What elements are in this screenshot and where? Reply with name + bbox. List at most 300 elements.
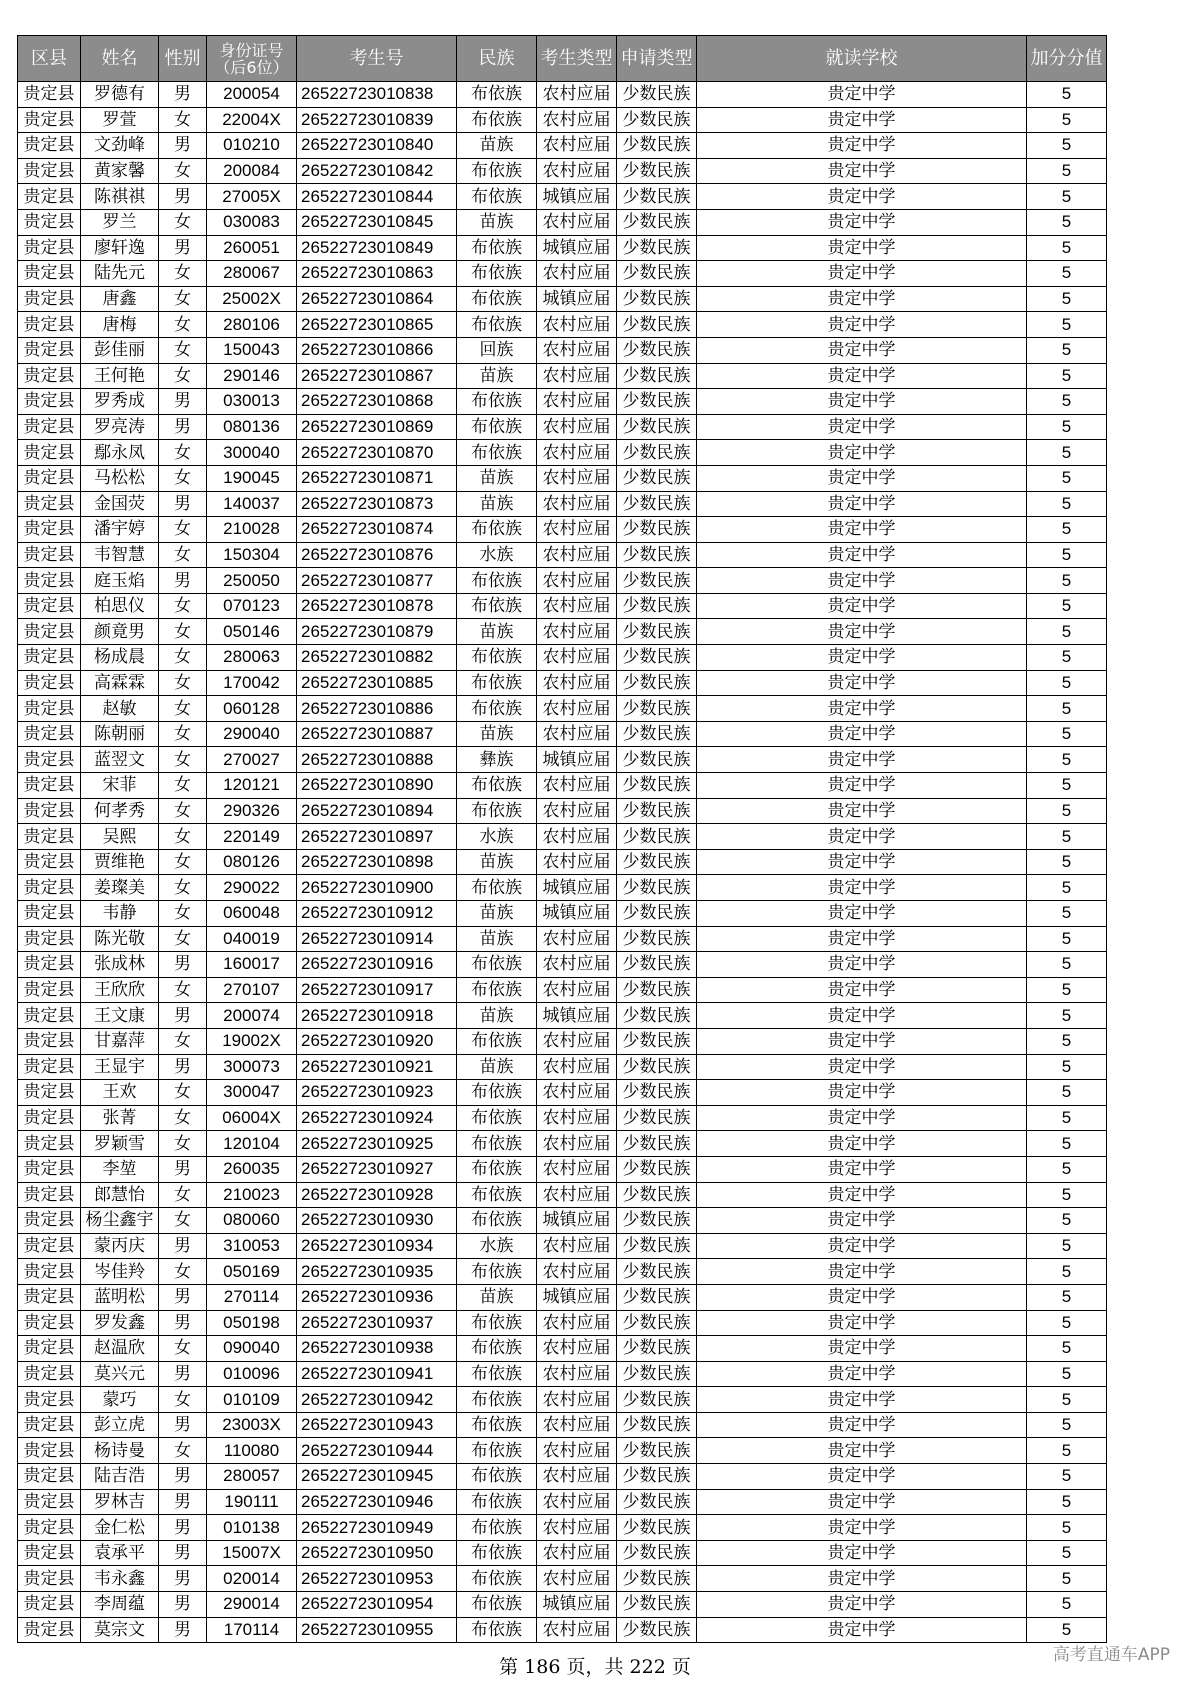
cell-gender: 男 xyxy=(159,1003,207,1029)
cell-name: 韦永鑫 xyxy=(81,1566,159,1592)
cell-id-suffix: 280067 xyxy=(207,261,297,287)
cell-school: 贵定中学 xyxy=(697,1310,1027,1336)
cell-ethnicity: 布依族 xyxy=(457,1387,537,1413)
cell-ethnicity: 布依族 xyxy=(457,1105,537,1131)
cell-school: 贵定中学 xyxy=(697,1208,1027,1234)
cell-name: 李堃 xyxy=(81,1156,159,1182)
cell-district: 贵定县 xyxy=(18,1028,81,1054)
cell-gender: 女 xyxy=(159,158,207,184)
cell-school: 贵定中学 xyxy=(697,849,1027,875)
cell-district: 贵定县 xyxy=(18,1259,81,1285)
cell-school: 贵定中学 xyxy=(697,337,1027,363)
cell-candidate-type: 农村应届 xyxy=(537,926,617,952)
cell-gender: 女 xyxy=(159,1259,207,1285)
cell-gender: 男 xyxy=(159,1310,207,1336)
cell-exam-number: 26522723010871 xyxy=(297,465,457,491)
cell-bonus: 5 xyxy=(1027,1336,1107,1362)
cell-gender: 女 xyxy=(159,824,207,850)
cell-ethnicity: 苗族 xyxy=(457,901,537,927)
cell-apply-type: 少数民族 xyxy=(617,491,697,517)
cell-name: 赵敏 xyxy=(81,696,159,722)
cell-ethnicity: 布依族 xyxy=(457,158,537,184)
cell-gender: 女 xyxy=(159,440,207,466)
cell-ethnicity: 布依族 xyxy=(457,1515,537,1541)
cell-apply-type: 少数民族 xyxy=(617,235,697,261)
cell-exam-number: 26522723010886 xyxy=(297,696,457,722)
table-row xyxy=(18,158,1107,184)
cell-school: 贵定中学 xyxy=(697,1105,1027,1131)
cell-name: 廖轩逸 xyxy=(81,235,159,261)
cell-candidate-type: 农村应届 xyxy=(537,1336,617,1362)
cell-exam-number: 26522723010953 xyxy=(297,1566,457,1592)
cell-exam-number: 26522723010877 xyxy=(297,568,457,594)
table-row xyxy=(18,1412,1107,1438)
cell-exam-number: 26522723010955 xyxy=(297,1617,457,1643)
cell-school: 贵定中学 xyxy=(697,568,1027,594)
cell-bonus: 5 xyxy=(1027,1515,1107,1541)
table-row xyxy=(18,261,1107,287)
cell-ethnicity: 苗族 xyxy=(457,619,537,645)
cell-bonus: 5 xyxy=(1027,209,1107,235)
cell-exam-number: 26522723010882 xyxy=(297,645,457,671)
cell-candidate-type: 农村应届 xyxy=(537,1105,617,1131)
cell-exam-number: 26522723010936 xyxy=(297,1284,457,1310)
cell-district: 贵定县 xyxy=(18,363,81,389)
cell-apply-type: 少数民族 xyxy=(617,593,697,619)
cell-name: 蒙巧 xyxy=(81,1387,159,1413)
cell-bonus: 5 xyxy=(1027,184,1107,210)
cell-bonus: 5 xyxy=(1027,1438,1107,1464)
cell-district: 贵定县 xyxy=(18,1515,81,1541)
cell-district: 贵定县 xyxy=(18,670,81,696)
cell-district: 贵定县 xyxy=(18,1336,81,1362)
cell-bonus: 5 xyxy=(1027,926,1107,952)
cell-name: 蒙丙庆 xyxy=(81,1233,159,1259)
cell-candidate-type: 农村应届 xyxy=(537,1438,617,1464)
cell-id-suffix: 090040 xyxy=(207,1336,297,1362)
cell-school: 贵定中学 xyxy=(697,1515,1027,1541)
cell-exam-number: 26522723010867 xyxy=(297,363,457,389)
cell-exam-number: 26522723010928 xyxy=(297,1182,457,1208)
cell-ethnicity: 布依族 xyxy=(457,1412,537,1438)
cell-ethnicity: 布依族 xyxy=(457,1336,537,1362)
cell-bonus: 5 xyxy=(1027,107,1107,133)
cell-id-suffix: 050169 xyxy=(207,1259,297,1285)
cell-candidate-type: 农村应届 xyxy=(537,1540,617,1566)
cell-exam-number: 26522723010897 xyxy=(297,824,457,850)
table-row xyxy=(18,798,1107,824)
cell-bonus: 5 xyxy=(1027,824,1107,850)
cell-ethnicity: 布依族 xyxy=(457,235,537,261)
cell-id-suffix: 030013 xyxy=(207,389,297,415)
cell-bonus: 5 xyxy=(1027,952,1107,978)
header-id-line1: 身份证号 xyxy=(219,40,284,60)
cell-exam-number: 26522723010845 xyxy=(297,209,457,235)
cell-bonus: 5 xyxy=(1027,286,1107,312)
cell-district: 贵定县 xyxy=(18,1131,81,1157)
cell-exam-number: 26522723010885 xyxy=(297,670,457,696)
cell-name: 韦智慧 xyxy=(81,542,159,568)
cell-ethnicity: 布依族 xyxy=(457,1182,537,1208)
cell-gender: 男 xyxy=(159,1592,207,1618)
table-row xyxy=(18,1080,1107,1106)
cell-ethnicity: 布依族 xyxy=(457,1259,537,1285)
cell-exam-number: 26522723010864 xyxy=(297,286,457,312)
cell-bonus: 5 xyxy=(1027,721,1107,747)
cell-ethnicity: 布依族 xyxy=(457,389,537,415)
table-row xyxy=(18,1028,1107,1054)
cell-id-suffix: 120104 xyxy=(207,1131,297,1157)
cell-id-suffix: 22004X xyxy=(207,107,297,133)
cell-ethnicity: 布依族 xyxy=(457,1361,537,1387)
cell-school: 贵定中学 xyxy=(697,107,1027,133)
cell-bonus: 5 xyxy=(1027,1003,1107,1029)
cell-ethnicity: 布依族 xyxy=(457,1156,537,1182)
cell-name: 柏思仪 xyxy=(81,593,159,619)
cell-id-suffix: 290326 xyxy=(207,798,297,824)
cell-candidate-type: 农村应届 xyxy=(537,1182,617,1208)
cell-bonus: 5 xyxy=(1027,1208,1107,1234)
cell-id-suffix: 070123 xyxy=(207,593,297,619)
cell-id-suffix: 290146 xyxy=(207,363,297,389)
cell-school: 贵定中学 xyxy=(697,1131,1027,1157)
cell-school: 贵定中学 xyxy=(697,670,1027,696)
cell-bonus: 5 xyxy=(1027,1182,1107,1208)
cell-ethnicity: 布依族 xyxy=(457,875,537,901)
cell-candidate-type: 农村应届 xyxy=(537,517,617,543)
cell-school: 贵定中学 xyxy=(697,798,1027,824)
cell-bonus: 5 xyxy=(1027,1310,1107,1336)
cell-exam-number: 26522723010844 xyxy=(297,184,457,210)
table-row xyxy=(18,1208,1107,1234)
cell-district: 贵定县 xyxy=(18,849,81,875)
cell-candidate-type: 农村应届 xyxy=(537,1617,617,1643)
cell-id-suffix: 290040 xyxy=(207,721,297,747)
cell-apply-type: 少数民族 xyxy=(617,696,697,722)
cell-name: 蓝明松 xyxy=(81,1284,159,1310)
cell-district: 贵定县 xyxy=(18,1566,81,1592)
cell-apply-type: 少数民族 xyxy=(617,773,697,799)
cell-district: 贵定县 xyxy=(18,1284,81,1310)
cell-name: 陈光敬 xyxy=(81,926,159,952)
cell-district: 贵定县 xyxy=(18,1489,81,1515)
cell-apply-type: 少数民族 xyxy=(617,517,697,543)
cell-school: 贵定中学 xyxy=(697,389,1027,415)
cell-apply-type: 少数民族 xyxy=(617,670,697,696)
cell-ethnicity: 布依族 xyxy=(457,1080,537,1106)
cell-ethnicity: 布依族 xyxy=(457,670,537,696)
cell-name: 颜竟男 xyxy=(81,619,159,645)
cell-name: 杨诗曼 xyxy=(81,1438,159,1464)
cell-id-suffix: 010138 xyxy=(207,1515,297,1541)
table-row xyxy=(18,465,1107,491)
cell-bonus: 5 xyxy=(1027,312,1107,338)
cell-name: 罗萱 xyxy=(81,107,159,133)
cell-exam-number: 26522723010876 xyxy=(297,542,457,568)
cell-bonus: 5 xyxy=(1027,747,1107,773)
cell-school: 贵定中学 xyxy=(697,696,1027,722)
header-name: 姓名 xyxy=(81,36,159,82)
cell-exam-number: 26522723010879 xyxy=(297,619,457,645)
cell-gender: 女 xyxy=(159,1131,207,1157)
table-row xyxy=(18,209,1107,235)
cell-gender: 女 xyxy=(159,261,207,287)
cell-name: 姜璨美 xyxy=(81,875,159,901)
cell-candidate-type: 农村应届 xyxy=(537,798,617,824)
cell-id-suffix: 25002X xyxy=(207,286,297,312)
cell-id-suffix: 190111 xyxy=(207,1489,297,1515)
cell-exam-number: 26522723010942 xyxy=(297,1387,457,1413)
cell-exam-number: 26522723010839 xyxy=(297,107,457,133)
table-row xyxy=(18,619,1107,645)
cell-gender: 女 xyxy=(159,875,207,901)
cell-gender: 女 xyxy=(159,670,207,696)
cell-ethnicity: 水族 xyxy=(457,542,537,568)
cell-name: 罗林吉 xyxy=(81,1489,159,1515)
cell-name: 甘嘉萍 xyxy=(81,1028,159,1054)
cell-gender: 女 xyxy=(159,107,207,133)
cell-school: 贵定中学 xyxy=(697,414,1027,440)
cell-ethnicity: 布依族 xyxy=(457,1617,537,1643)
page-number: 第 186 页，共 222 页 xyxy=(499,1656,691,1678)
cell-ethnicity: 布依族 xyxy=(457,696,537,722)
cell-school: 贵定中学 xyxy=(697,1259,1027,1285)
cell-gender: 男 xyxy=(159,1566,207,1592)
cell-school: 贵定中学 xyxy=(697,1080,1027,1106)
cell-district: 贵定县 xyxy=(18,1412,81,1438)
cell-name: 马松松 xyxy=(81,465,159,491)
cell-ethnicity: 布依族 xyxy=(457,1208,537,1234)
cell-apply-type: 少数民族 xyxy=(617,1182,697,1208)
cell-candidate-type: 城镇应届 xyxy=(537,1003,617,1029)
cell-bonus: 5 xyxy=(1027,1284,1107,1310)
cell-exam-number: 26522723010921 xyxy=(297,1054,457,1080)
cell-ethnicity: 布依族 xyxy=(457,1489,537,1515)
cell-apply-type: 少数民族 xyxy=(617,465,697,491)
cell-apply-type: 少数民族 xyxy=(617,1284,697,1310)
cell-ethnicity: 水族 xyxy=(457,824,537,850)
cell-name: 王欢 xyxy=(81,1080,159,1106)
cell-bonus: 5 xyxy=(1027,158,1107,184)
cell-name: 唐梅 xyxy=(81,312,159,338)
header-candidate-type: 考生类型 xyxy=(537,36,617,82)
cell-school: 贵定中学 xyxy=(697,1233,1027,1259)
cell-school: 贵定中学 xyxy=(697,440,1027,466)
cell-candidate-type: 农村应届 xyxy=(537,568,617,594)
cell-apply-type: 少数民族 xyxy=(617,312,697,338)
cell-bonus: 5 xyxy=(1027,1617,1107,1643)
cell-exam-number: 26522723010865 xyxy=(297,312,457,338)
cell-ethnicity: 苗族 xyxy=(457,721,537,747)
cell-school: 贵定中学 xyxy=(697,542,1027,568)
cell-exam-number: 26522723010949 xyxy=(297,1515,457,1541)
cell-candidate-type: 农村应届 xyxy=(537,312,617,338)
cell-district: 贵定县 xyxy=(18,901,81,927)
header-school: 就读学校 xyxy=(697,36,1027,82)
cell-school: 贵定中学 xyxy=(697,1412,1027,1438)
table-row xyxy=(18,1361,1107,1387)
cell-candidate-type: 农村应届 xyxy=(537,619,617,645)
cell-bonus: 5 xyxy=(1027,1105,1107,1131)
table-row xyxy=(18,1054,1107,1080)
table-row xyxy=(18,849,1107,875)
cell-gender: 女 xyxy=(159,977,207,1003)
cell-school: 贵定中学 xyxy=(697,1361,1027,1387)
cell-bonus: 5 xyxy=(1027,337,1107,363)
cell-apply-type: 少数民族 xyxy=(617,158,697,184)
table-row xyxy=(18,1156,1107,1182)
cell-district: 贵定县 xyxy=(18,107,81,133)
cell-bonus: 5 xyxy=(1027,542,1107,568)
cell-ethnicity: 苗族 xyxy=(457,1054,537,1080)
cell-id-suffix: 080060 xyxy=(207,1208,297,1234)
cell-exam-number: 26522723010874 xyxy=(297,517,457,543)
cell-apply-type: 少数民族 xyxy=(617,977,697,1003)
cell-id-suffix: 170114 xyxy=(207,1617,297,1643)
cell-name: 金仁松 xyxy=(81,1515,159,1541)
cell-apply-type: 少数民族 xyxy=(617,1387,697,1413)
cell-ethnicity: 彝族 xyxy=(457,747,537,773)
cell-bonus: 5 xyxy=(1027,696,1107,722)
cell-bonus: 5 xyxy=(1027,82,1107,108)
table-row xyxy=(18,414,1107,440)
cell-id-suffix: 170042 xyxy=(207,670,297,696)
cell-exam-number: 26522723010868 xyxy=(297,389,457,415)
cell-gender: 女 xyxy=(159,337,207,363)
cell-name: 潘宇婷 xyxy=(81,517,159,543)
cell-district: 贵定县 xyxy=(18,875,81,901)
cell-school: 贵定中学 xyxy=(697,1054,1027,1080)
cell-school: 贵定中学 xyxy=(697,261,1027,287)
cell-name: 罗兰 xyxy=(81,209,159,235)
table-row xyxy=(18,1284,1107,1310)
table-row xyxy=(18,696,1107,722)
cell-bonus: 5 xyxy=(1027,1131,1107,1157)
cell-name: 何孝秀 xyxy=(81,798,159,824)
cell-ethnicity: 苗族 xyxy=(457,133,537,159)
header-district: 区县 xyxy=(18,36,81,82)
cell-bonus: 5 xyxy=(1027,593,1107,619)
cell-exam-number: 26522723010912 xyxy=(297,901,457,927)
cell-ethnicity: 布依族 xyxy=(457,414,537,440)
table-row xyxy=(18,1540,1107,1566)
table-row xyxy=(18,1259,1107,1285)
header-id-line2: （后6位） xyxy=(214,57,289,77)
cell-bonus: 5 xyxy=(1027,261,1107,287)
cell-gender: 男 xyxy=(159,235,207,261)
cell-id-suffix: 210028 xyxy=(207,517,297,543)
cell-district: 贵定县 xyxy=(18,747,81,773)
cell-ethnicity: 苗族 xyxy=(457,491,537,517)
cell-id-suffix: 150043 xyxy=(207,337,297,363)
cell-candidate-type: 农村应届 xyxy=(537,593,617,619)
cell-id-suffix: 220149 xyxy=(207,824,297,850)
cell-exam-number: 26522723010894 xyxy=(297,798,457,824)
cell-school: 贵定中学 xyxy=(697,1566,1027,1592)
table-row xyxy=(18,773,1107,799)
cell-exam-number: 26522723010870 xyxy=(297,440,457,466)
cell-school: 贵定中学 xyxy=(697,517,1027,543)
cell-ethnicity: 苗族 xyxy=(457,363,537,389)
cell-gender: 男 xyxy=(159,952,207,978)
cell-ethnicity: 布依族 xyxy=(457,261,537,287)
cell-school: 贵定中学 xyxy=(697,209,1027,235)
cell-exam-number: 26522723010873 xyxy=(297,491,457,517)
cell-apply-type: 少数民族 xyxy=(617,337,697,363)
cell-ethnicity: 布依族 xyxy=(457,773,537,799)
cell-apply-type: 少数民族 xyxy=(617,414,697,440)
cell-id-suffix: 200084 xyxy=(207,158,297,184)
cell-name: 罗德有 xyxy=(81,82,159,108)
cell-candidate-type: 农村应届 xyxy=(537,977,617,1003)
cell-bonus: 5 xyxy=(1027,773,1107,799)
header-id-number xyxy=(207,36,297,82)
cell-bonus: 5 xyxy=(1027,670,1107,696)
cell-apply-type: 少数民族 xyxy=(617,1208,697,1234)
cell-name: 高霖霖 xyxy=(81,670,159,696)
cell-bonus: 5 xyxy=(1027,440,1107,466)
cell-name: 彭立虎 xyxy=(81,1412,159,1438)
header-ethnicity: 民族 xyxy=(457,36,537,82)
cell-gender: 女 xyxy=(159,849,207,875)
cell-exam-number: 26522723010878 xyxy=(297,593,457,619)
cell-district: 贵定县 xyxy=(18,1540,81,1566)
cell-bonus: 5 xyxy=(1027,1592,1107,1618)
cell-gender: 男 xyxy=(159,133,207,159)
cell-apply-type: 少数民族 xyxy=(617,849,697,875)
cell-name: 王何艳 xyxy=(81,363,159,389)
table-row xyxy=(18,670,1107,696)
cell-apply-type: 少数民族 xyxy=(617,1259,697,1285)
cell-candidate-type: 农村应届 xyxy=(537,542,617,568)
cell-gender: 男 xyxy=(159,491,207,517)
cell-name: 张成林 xyxy=(81,952,159,978)
cell-gender: 女 xyxy=(159,1387,207,1413)
cell-school: 贵定中学 xyxy=(697,312,1027,338)
cell-ethnicity: 水族 xyxy=(457,1233,537,1259)
cell-candidate-type: 城镇应届 xyxy=(537,901,617,927)
table-row xyxy=(18,1387,1107,1413)
cell-exam-number: 26522723010927 xyxy=(297,1156,457,1182)
cell-ethnicity: 回族 xyxy=(457,337,537,363)
cell-district: 贵定县 xyxy=(18,465,81,491)
cell-district: 贵定县 xyxy=(18,952,81,978)
table-row xyxy=(18,952,1107,978)
cell-candidate-type: 农村应届 xyxy=(537,491,617,517)
cell-school: 贵定中学 xyxy=(697,1182,1027,1208)
cell-candidate-type: 城镇应届 xyxy=(537,1592,617,1618)
table-row xyxy=(18,312,1107,338)
cell-bonus: 5 xyxy=(1027,1489,1107,1515)
cell-apply-type: 少数民族 xyxy=(617,363,697,389)
cell-district: 贵定县 xyxy=(18,542,81,568)
cell-bonus: 5 xyxy=(1027,1464,1107,1490)
cell-district: 贵定县 xyxy=(18,1233,81,1259)
cell-district: 贵定县 xyxy=(18,773,81,799)
table-row xyxy=(18,363,1107,389)
cell-exam-number: 26522723010954 xyxy=(297,1592,457,1618)
cell-ethnicity: 布依族 xyxy=(457,1310,537,1336)
admission-bonus-table xyxy=(17,35,1107,1643)
cell-bonus: 5 xyxy=(1027,619,1107,645)
table-row xyxy=(18,440,1107,466)
cell-bonus: 5 xyxy=(1027,133,1107,159)
table-row xyxy=(18,1310,1107,1336)
cell-district: 贵定县 xyxy=(18,1387,81,1413)
table-row xyxy=(18,184,1107,210)
cell-gender: 女 xyxy=(159,593,207,619)
cell-exam-number: 26522723010923 xyxy=(297,1080,457,1106)
